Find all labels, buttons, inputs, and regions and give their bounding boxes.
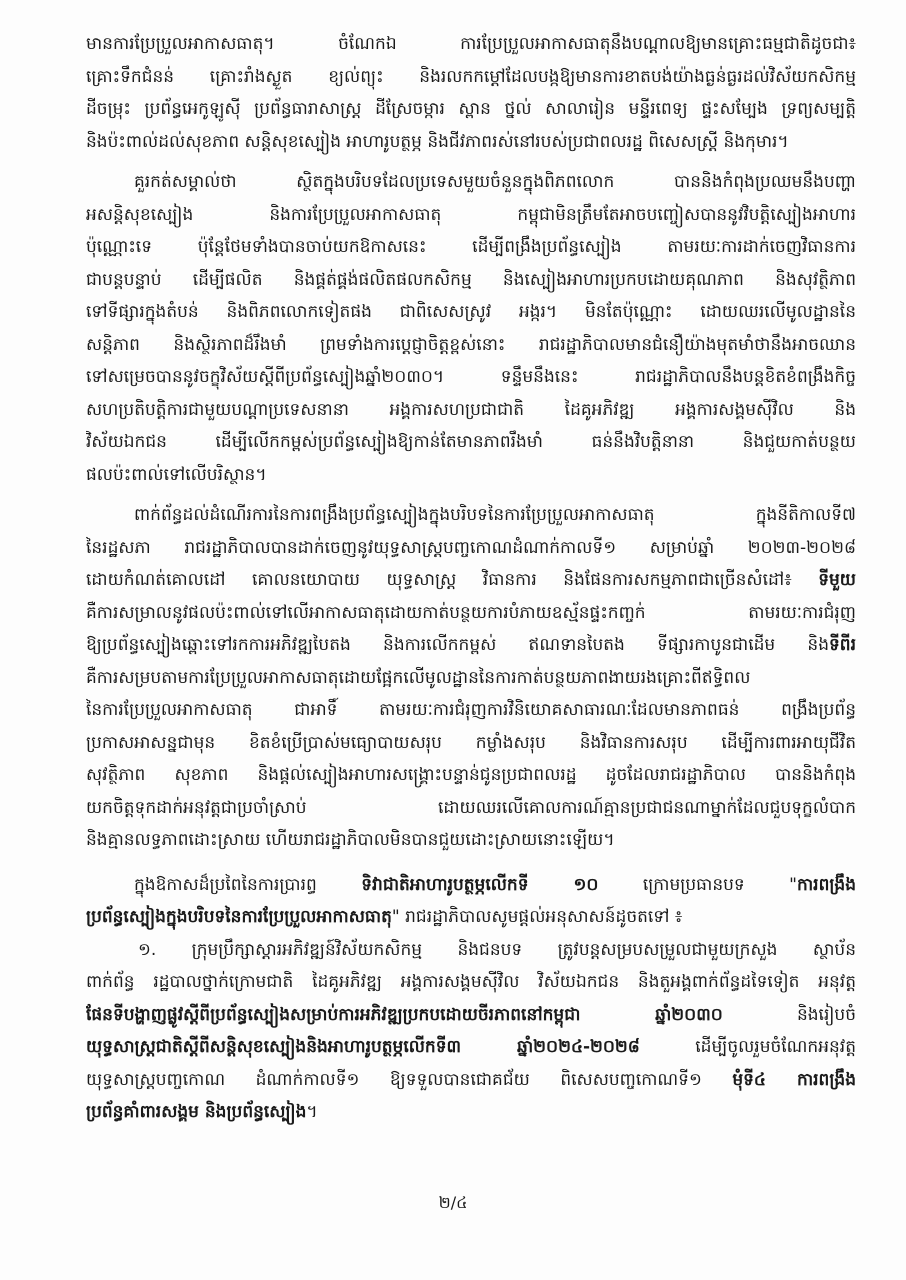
paragraph-gap xyxy=(86,857,856,869)
text-run: ។ xyxy=(306,1102,318,1122)
text-line: ប្រកាសអាសន្នជាមុន ខិតខំប្រើប្រាស់មធ្យោបាយសរុប កម្លាំងសរុប និងវិធានការសរុប ដើម្បីការពារអាយុជីវិត xyxy=(86,732,856,753)
bold-term-second: ទីពីរ xyxy=(829,635,856,655)
roadmap-title: ផែនទីបង្ហាញផ្លូវស្តីពីប្រព័ន្ធស្បៀងសម្រាប់ការអភិវឌ្ឍប្រកបដោយចីរភាពនៅកម្ពុជា ឆ្នាំ២០៣០ xyxy=(86,1004,723,1025)
text-line: អសន្តិសុខស្បៀង និងការប្រែប្រួលអាកាសធាតុ កម្ពុជាមិនត្រឹមតែអាចបញ្ចៀសបាននូវវិបត្តិស្បៀងអាហារ xyxy=(86,204,856,225)
text-line xyxy=(86,564,856,597)
text-line: គួរកត់សម្គាល់ថា ស្ថិតក្នុងបរិបទដែលប្រទេសមួយចំនួនក្នុងពិភពលោក បាននិងកំពុងប្រឈមនឹងបញ្ហា xyxy=(134,172,856,192)
text-line: នៃរដ្ឋសភា រាជរដ្ឋាភិបាលបានដាក់ចេញនូវយុទ្ធសាស្ត្របញ្ចកោណដំណាក់កាលទី១ សម្រាប់ឆ្នាំ ២០២៣-២០២៨ xyxy=(86,537,856,558)
system-title: ប្រព័ន្ធគាំពារសង្គម និងប្រព័ន្ធស្បៀង xyxy=(86,1102,307,1122)
text-line xyxy=(86,1096,856,1129)
text-line: ពាក់ព័ន្ធ រដ្ឋបាលថ្នាក់ក្រោមជាតិ ដៃគូអភិវឌ្ឍ អង្គការសង្គមស៊ីវិល វិស័យឯកជន និងតួអង្គពាក់ព័ន្ធដទៃទៀត អនុវត្ត xyxy=(86,972,856,992)
text-line: ដីចម្រុះ ប្រព័ន្ធអេកូឡូស៊ី ប្រព័ន្ធធារាសាស្ត្រ ដីស្រែចម្ការ ស្ពាន ថ្នល់ សាលារៀន មន្ទីរពេទ្យ ផ្ទះសម្បែង ទ្រព្យសម្បត្តិ xyxy=(86,99,856,119)
text-line: គឺការសម្របតាមការប្រែប្រួលអាកាសធាតុដោយផ្អែកលើមូលដ្ឋាននៃការកាត់បន្ថយភាពងាយរងគ្រោះពីឥទ្ធិពល xyxy=(86,667,751,688)
angle-title: មុំទី៤ ការពង្រឹង xyxy=(732,1069,856,1090)
paragraph-1 xyxy=(86,28,856,158)
paragraph-3 xyxy=(86,499,856,857)
bold-term-first: ទីមួយ xyxy=(818,570,856,590)
document-body xyxy=(86,28,856,1129)
text-line xyxy=(86,999,856,1032)
text-line xyxy=(86,901,856,934)
text-run: ដើម្បីចូលរួមចំណែកអនុវត្ត xyxy=(639,1037,856,1057)
recommendation-item-1 xyxy=(86,934,856,1129)
text-line: ផលប៉ះពាល់ទៅលើបរិស្ថាន។ xyxy=(86,464,267,485)
text-run: " រាជរដ្ឋាភិបាលសូមផ្តល់អនុសាសន៍ដូចតទៅ ៖ xyxy=(391,907,683,927)
text-line xyxy=(86,629,856,662)
text-line: និងប៉ះពាល់ដល់សុខភាព សន្តិសុខស្បៀង អាហារូបត្ថម្ភ និងជីវភាពរស់នៅរបស់ប្រជាពលរដ្ឋ ពិសេសស្ត្រី និងកុមារ។ xyxy=(86,131,789,152)
paragraph-4 xyxy=(86,869,856,934)
text-line: ប៉ុណ្ណោះទេ ប៉ុន្តែថែមទាំងបានចាប់យកឱកាសនេះ ដើម្បីពង្រឹងប្រព័ន្ធស្បៀង តាមរយៈការដាក់ចេញវិធានការ xyxy=(86,237,856,257)
event-title: ទិវាជាតិអាហារូបត្ថម្ភលើកទី ១០ xyxy=(361,874,599,895)
text-line: ទៅសម្រេចបាននូវចក្ខុវិស័យស្តីពីប្រព័ន្ធស្បៀងឆ្នាំ២០៣០។ ទន្ទឹមនឹងនេះ រាជរដ្ឋាភិបាលនឹងបន្តខិតខំពង្រឹងកិច្ច xyxy=(86,367,856,387)
text-line: មានការប្រែប្រួលអាកាសធាតុ។ ចំណែកឯ ការប្រែប្រួលអាកាសធាតុនឹងបណ្តាលឱ្យមានគ្រោះធម្មជាតិដូចជា៖ xyxy=(86,34,856,54)
text-run: ដោយកំណត់គោលដៅ គោលនយោបាយ យុទ្ធសាស្ត្រ វិធានការ និងផែនការសកម្មភាពជាច្រើនសំដៅ៖ xyxy=(86,570,819,590)
text-line: សហប្រតិបត្តិការជាមួយបណ្តាប្រទេសនានា អង្គការសហប្រជាជាតិ ដៃគូអភិវឌ្ឍ អង្គការសង្គមស៊ីវិល និង xyxy=(86,399,856,420)
text-line: សន្តិភាព និងស្ថិរភាពដ៏រឹងមាំ ព្រមទាំងការប្តេជ្ញាចិត្តខ្ពស់នោះ រាជរដ្ឋាភិបាលមានជំនឿយ៉ាងមុតមាំថានឹងអាចឈាន xyxy=(86,334,856,355)
text-line xyxy=(86,1064,856,1097)
text-line: វិស័យឯកជន ដើម្បីលើកកម្ពស់ប្រព័ន្ធស្បៀងឱ្យកាន់តែមានភាពរឹងមាំ ធន់នឹងវិបត្តិនានា និងជួយកាត់បន្ថយ xyxy=(86,432,856,452)
strategy-title: យុទ្ធសាស្ត្រជាតិស្តីពីសន្តិសុខស្បៀងនិងអាហារូបត្ថម្ភលើកទី៣ ឆ្នាំ២០២៤-២០២៨ xyxy=(86,1037,640,1057)
text-line: នៃការប្រែប្រួលអាកាសធាតុ ជាអាទិ៍ តាមរយៈការជំរុញការវិនិយោគសាធារណៈដែលមានភាពធន់ ពង្រឹងប្រព័ន្ធ xyxy=(86,700,856,720)
page-number: ២/៤ xyxy=(438,1193,468,1212)
text-line: ពាក់ព័ន្ធដល់ដំណើរការនៃការពង្រឹងប្រព័ន្ធស្បៀងក្នុងបរិបទនៃការប្រែប្រួលអាកាសធាតុ ក្នុងនីតិកាលទី៧ xyxy=(134,505,856,525)
theme-title-part1: ការពង្រឹង xyxy=(796,874,856,895)
text-run: និងរៀបចំ xyxy=(722,1004,856,1025)
text-line: និងគ្មានលទ្ធភាពដោះស្រាយ ហើយរាជរដ្ឋាភិបាលមិនបានជួយដោះស្រាយនោះឡើយ។ xyxy=(86,830,615,850)
text-run: ឱ្យប្រព័ន្ធស្បៀងឆ្ពោះទៅរកការអភិវឌ្ឍបៃតង និងការលើកកម្ពស់ ឥណទានបៃតង ទីផ្សារកាបូនជាដើម និង xyxy=(86,635,830,655)
text-run: យុទ្ធសាស្ត្របញ្ចកោណ ដំណាក់កាលទី១ ឱ្យទទួលបានជោគជ័យ ពិសេសបញ្ចកោណទី១ xyxy=(86,1069,733,1090)
paragraph-2 xyxy=(86,166,856,491)
text-line xyxy=(86,869,856,902)
text-line: គ្រោះទឹកជំនន់ គ្រោះរាំងស្ងួត ខ្យល់ព្យុះ និងរលកកម្ដៅដែលបង្កឱ្យមានការខាតបង់យ៉ាងធ្ងន់ធ្ងរដល់វិស័យកសិកម្ម xyxy=(86,66,856,87)
text-line: ១. ក្រុមប្រឹក្សាស្តារអភិវឌ្ឍន៍វិស័យកសិកម្ម និងជនបទ ត្រូវបន្តសម្របសម្រួលជាមួយក្រសួង ស្ថាប័ន xyxy=(138,939,856,960)
text-line: ជាបន្តបន្ទាប់ ដើម្បីផលិត និងផ្គត់ផ្គង់ផលិតផលកសិកម្ម និងស្បៀងអាហារប្រកបដោយគុណភាព និងសុវត្ថិភាព xyxy=(86,269,856,290)
text-run: ក្នុងឱកាសដ៏ប្រពៃនៃការប្រារព្ធ xyxy=(134,874,362,895)
text-line: ទៅទីផ្សារក្នុងតំបន់ និងពិភពលោកទៀតផង ជាពិសេសស្រូវ អង្ករ។ មិនតែប៉ុណ្ណោះ ដោយឈរលើមូលដ្ឋាននៃ xyxy=(86,302,856,322)
paragraph-gap xyxy=(86,491,856,499)
text-run: ក្រោមប្រធានបទ " xyxy=(598,874,797,895)
text-line: សុវត្ថិភាព សុខភាព និងផ្តល់ស្បៀងអាហារសង្គ្រោះបន្ទាន់ជូនប្រជាពលរដ្ឋ ដូចដែលរាជរដ្ឋាភិបាល បាននិងកំពុង xyxy=(86,765,856,785)
text-line: យកចិត្តទុកដាក់អនុវត្តជាប្រចាំស្រាប់ ដោយឈរលើគោលការណ៍គ្មានប្រជាជនណាម្នាក់ដែលជួបទុក្ខលំបាក xyxy=(86,797,856,818)
text-line: គឺការសម្រាលនូវផលប៉ះពាល់ទៅលើអាកាសធាតុដោយកាត់បន្ថយការបំភាយឧស្ម័នផ្ទះកញ្ចក់ តាមរយៈការជំរុញ xyxy=(86,602,856,623)
paragraph-gap xyxy=(86,158,856,166)
text-line xyxy=(86,1031,856,1064)
theme-title-part2: ប្រព័ន្ធស្បៀងក្នុងបរិបទនៃការប្រែប្រួលអាកាសធាតុ xyxy=(86,907,392,927)
